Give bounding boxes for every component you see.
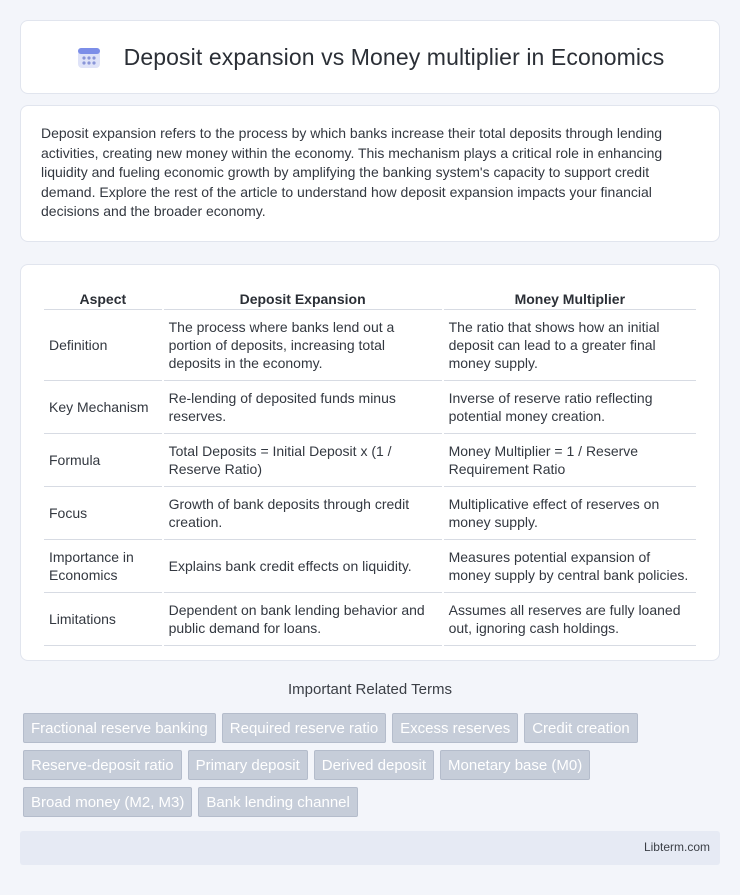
title-card — [20, 20, 720, 94]
table-row — [44, 540, 696, 593]
page-title: Deposit expansion vs Money multiplier in Economics — [123, 43, 665, 70]
intro-card — [20, 105, 720, 242]
cell-money-multiplier: Inverse of reserve ratio reflecting potential money creation. — [444, 381, 696, 434]
cell-aspect: Focus — [44, 487, 162, 540]
related-term-tag[interactable]: Monetary base (M0) — [440, 750, 590, 780]
cell-deposit-expansion: Re-lending of deposited funds minus reserves. — [164, 381, 442, 434]
related-terms-title: Important Related Terms — [288, 681, 452, 698]
comparison-table — [42, 285, 698, 646]
table-row — [44, 434, 696, 487]
related-term-tag[interactable]: Reserve-deposit ratio — [23, 750, 182, 780]
intro-text: Deposit expansion refers to the process by which banks increase their total deposits through lending activities, creating new money within the economy. This mechanism plays a critical role in enhancing liquidity and fueling economic growth by amplifying the banking system's capacity to support credit demand. Explore the rest of the article to understand how deposit expansion impacts your financial decisions and the broader economy. — [41, 125, 663, 219]
table-header-row — [44, 285, 696, 310]
table-row — [44, 310, 696, 381]
cell-money-multiplier: The ratio that shows how an initial deposit can lead to a greater final money supply. — [444, 310, 696, 381]
related-term-tag[interactable]: Required reserve ratio — [222, 713, 386, 743]
cell-deposit-expansion: Total Deposits = Initial Deposit x (1 / Reserve Ratio) — [164, 434, 442, 487]
related-term-tag[interactable]: Derived deposit — [314, 750, 434, 780]
cell-money-multiplier: Assumes all reserves are fully loaned out, ignoring cash holdings. — [444, 593, 696, 646]
related-term-tag[interactable]: Broad money (M2, M3) — [23, 787, 192, 817]
footer — [20, 831, 720, 865]
related-term-tag[interactable]: Fractional reserve banking — [23, 713, 216, 743]
cell-deposit-expansion: Growth of bank deposits through credit creation. — [164, 487, 442, 540]
comparison-card — [20, 264, 720, 661]
cell-deposit-expansion: The process where banks lend out a portion of deposits, increasing total deposits in the economy. — [164, 310, 442, 381]
table-row — [44, 593, 696, 646]
table-row — [44, 487, 696, 540]
header-deposit-expansion: Deposit Expansion — [164, 285, 442, 310]
related-terms-list — [23, 713, 723, 817]
cell-aspect: Importance in Economics — [44, 540, 162, 593]
cell-deposit-expansion: Explains bank credit effects on liquidity. — [164, 540, 442, 593]
header-money-multiplier: Money Multiplier — [444, 285, 696, 310]
cell-aspect: Key Mechanism — [44, 381, 162, 434]
calendar-grid-icon — [76, 44, 102, 70]
cell-aspect: Formula — [44, 434, 162, 487]
cell-money-multiplier: Multiplicative effect of reserves on money supply. — [444, 487, 696, 540]
related-term-tag[interactable]: Credit creation — [524, 713, 638, 743]
footer-site-link[interactable]: Libterm.com — [643, 840, 710, 854]
related-term-tag[interactable]: Primary deposit — [188, 750, 308, 780]
cell-deposit-expansion: Dependent on bank lending behavior and public demand for loans. — [164, 593, 442, 646]
related-term-tag[interactable]: Excess reserves — [392, 713, 518, 743]
related-term-tag[interactable]: Bank lending channel — [198, 787, 357, 817]
cell-money-multiplier: Money Multiplier = 1 / Reserve Requirement Ratio — [444, 434, 696, 487]
table-row — [44, 381, 696, 434]
cell-aspect: Limitations — [44, 593, 162, 646]
cell-money-multiplier: Measures potential expansion of money supply by central bank policies. — [444, 540, 696, 593]
cell-aspect: Definition — [44, 310, 162, 381]
header-aspect: Aspect — [44, 285, 162, 310]
